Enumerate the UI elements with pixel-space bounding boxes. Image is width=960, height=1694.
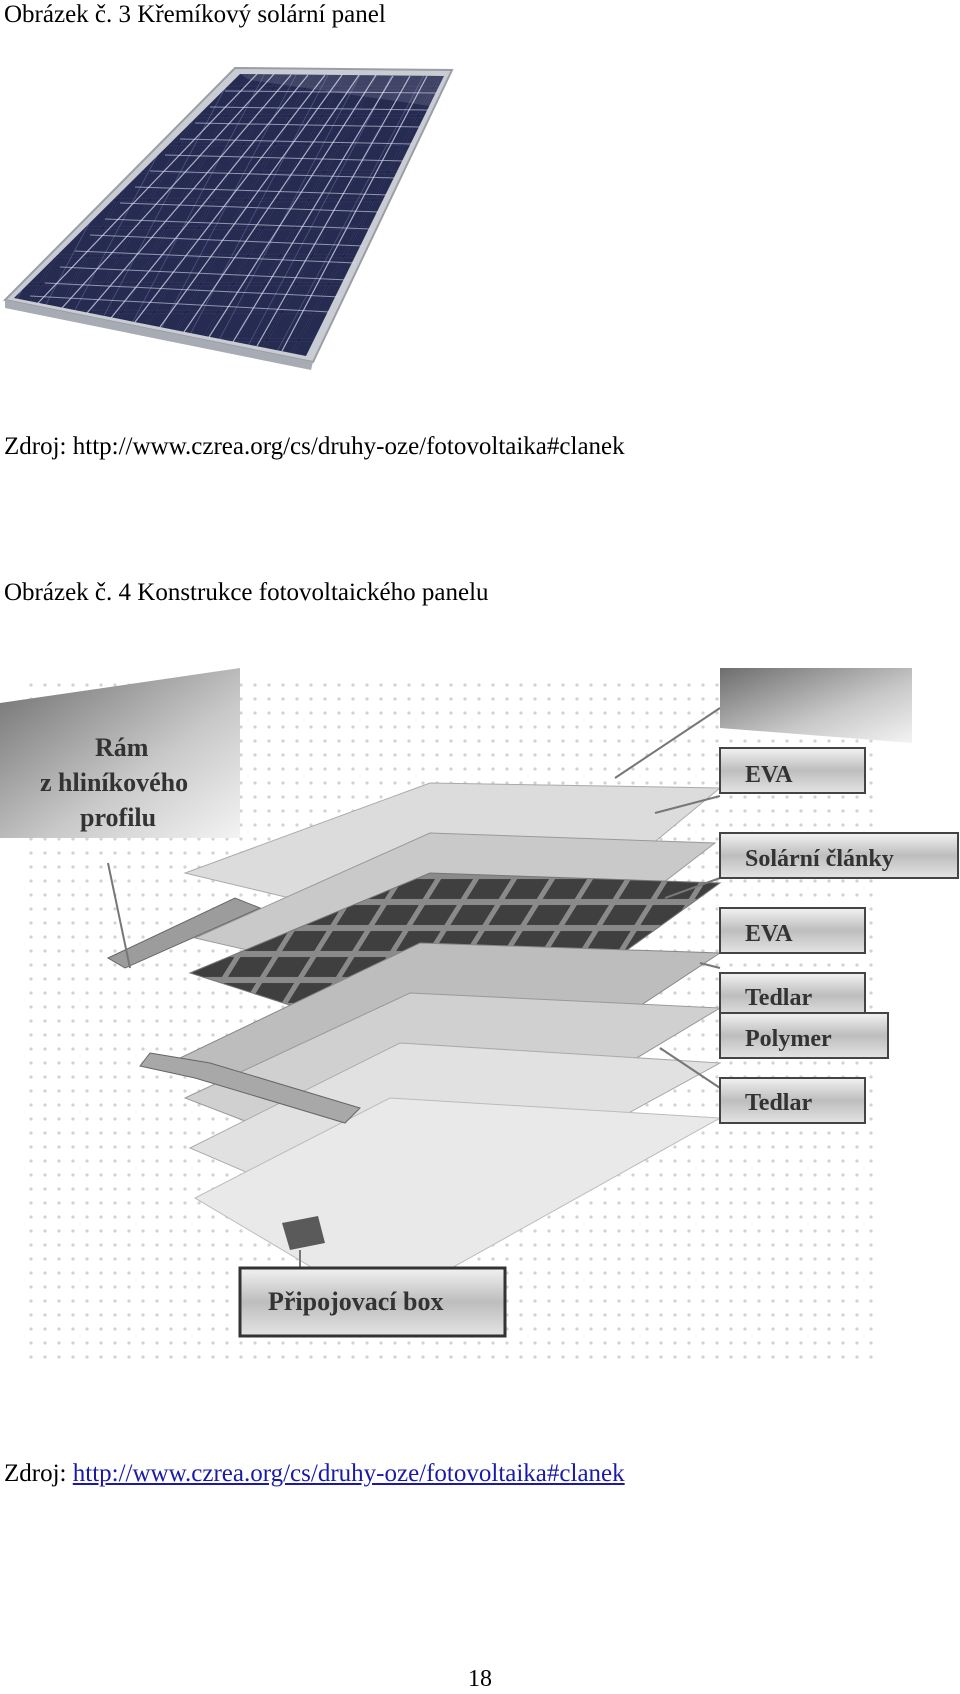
source-prefix: Zdroj: (4, 1460, 73, 1487)
figure-3-caption: Obrázek č. 3 Křemíkový solární panel (4, 1, 386, 28)
figure-4-caption: Obrázek č. 4 Konstrukce fotovoltaického panelu (4, 579, 489, 606)
label-eva-top: EVA (745, 762, 793, 788)
label-eva-bottom: EVA (745, 921, 793, 947)
figure-3-source (4, 432, 625, 462)
label-frame-line3: profilu (80, 803, 157, 832)
silicon-solar-panel-photo (0, 60, 470, 400)
label-frame-line1: Rám (95, 733, 149, 762)
pv-panel-construction-diagram (0, 668, 960, 1448)
label-solar-cells: Solární články (745, 846, 894, 872)
label-tedlar-bottom: Tedlar (745, 1090, 813, 1116)
page-number: 18 (468, 1666, 492, 1692)
source-url: http://www.czrea.org/cs/druhy-oze/fotovoltaika#clanek (72, 433, 625, 460)
source-prefix: Zdroj: (4, 433, 73, 460)
source-link[interactable]: http://www.czrea.org/cs/druhy-oze/fotovoltaika#clanek (72, 1460, 625, 1487)
label-frame-line2: z hliníkového (40, 768, 189, 797)
label-polymer: Polymer (745, 1026, 832, 1052)
label-junction-box: Připojovací box (268, 1287, 444, 1316)
label-tedlar-top: Tedlar (745, 985, 813, 1011)
figure-4-source (4, 1459, 625, 1489)
